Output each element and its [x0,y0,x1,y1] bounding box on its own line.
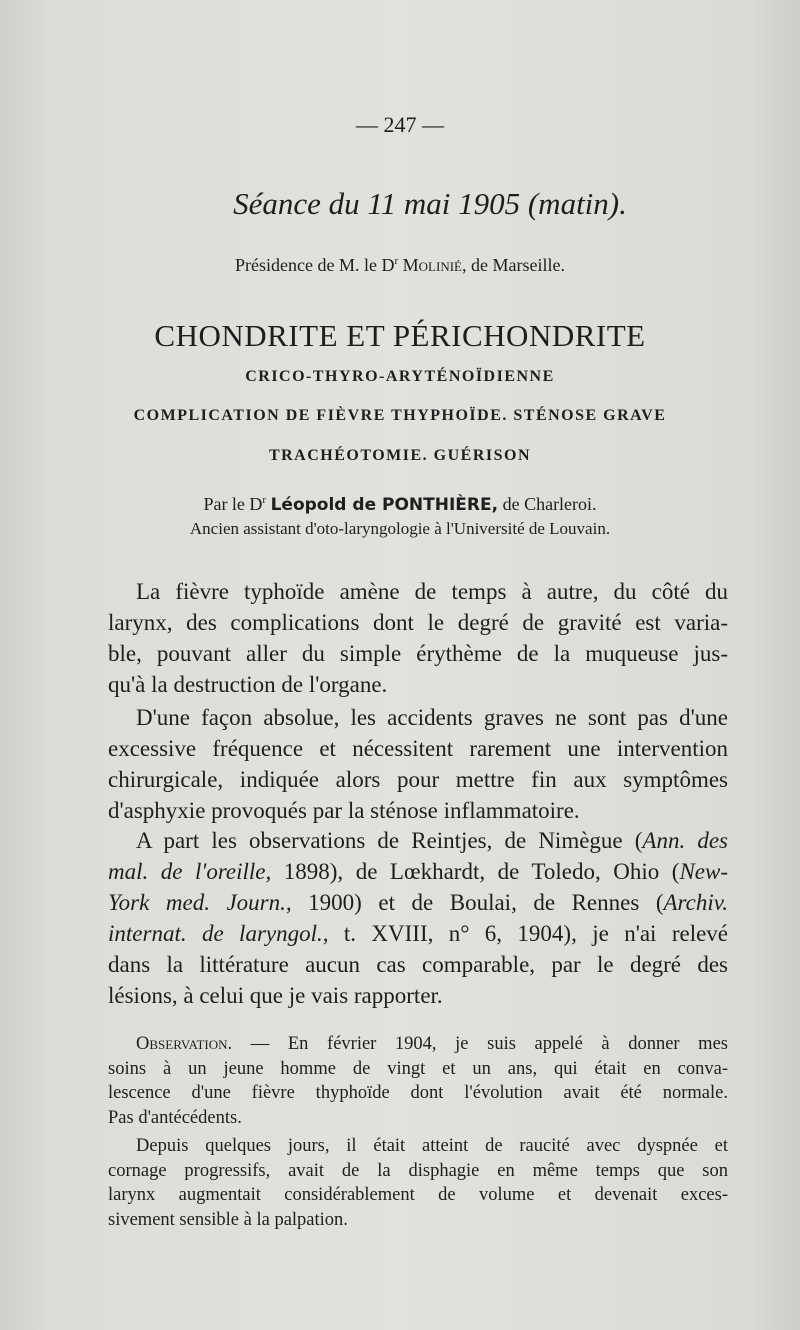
text-line: Pas d'antécédents. [108,1107,242,1128]
paragraph-1 [108,576,728,700]
observation-label: Observation. [136,1034,233,1054]
text-line: chirurgicale, indiquée alors pour mettre fin aux symptômes [108,767,728,792]
citation-italic: mal. de l'oreille, [108,859,272,884]
text-run: 1900) et de Boulai, de Rennes ( [291,890,664,915]
text-line: qu'à la destruction de l'organe. [108,672,388,697]
page-number: — 247 — [356,112,444,137]
byline-sup: r [262,494,267,506]
text-line [108,918,728,949]
text-line: ble, pouvant aller du simple érythème de la muqueuse jus- [108,641,728,666]
citation-italic: Ann. des [642,828,728,853]
text-line [108,856,728,887]
text-line: lescence d'une fièvre thyphoïde dont l'évolution avait été normale. [108,1083,728,1103]
citation-italic: New- [679,859,728,884]
presidence-line [0,255,800,276]
presidence-sup: r [394,255,399,267]
text-line: D'une façon absolue, les accidents graves ne sont pas d'une [136,705,728,730]
subtitle-line-1: CRICO-THYRO-ARYTÉNOÏDIENNE [245,368,555,385]
text-line: larynx, des complications dont le degré de gravité est varia- [108,610,728,635]
text-line [108,887,728,918]
text-line [108,1032,728,1057]
presidence-prefix: Présidence de M. le D [235,255,395,275]
author-byline [0,494,800,515]
text-line: sivement sensible à la palpation. [108,1209,348,1230]
text-line: cornage progressifs, avait de la disphagie en même temps que son [108,1160,728,1181]
text-line: Depuis quelques jours, il était atteint de raucité avec dyspnée et [136,1136,728,1156]
citation-italic: York med. Journ., [108,890,292,915]
observation-paragraph [108,1032,728,1130]
text-line: La fièvre typhoïde amène de temps à autre, du côté du [136,579,728,604]
byline-prefix: Par le D [203,494,263,514]
text-line [108,825,728,856]
paragraph-3 [108,825,728,1011]
text-line: lésions, à celui que je vais rapporter. [108,983,443,1008]
session-heading: Séance du 11 mai 1905 (matin). [233,186,627,221]
text-line: dans la littérature aucun cas comparable, par le degré des [108,952,728,977]
text-line: soins à un jeune homme de vingt et un ans, qui était en conva- [108,1058,728,1079]
text-line: excessive fréquence et nécessitent rarement une intervention [108,736,728,761]
citation-italic: Archiv. [663,890,728,915]
text-line: d'asphyxie provoqués par la sténose inflammatoire. [108,798,580,823]
author-name: Léopold de PONTHIÈRE, [270,495,499,515]
paragraph-5 [108,1134,728,1232]
text-run: — En février 1904, je suis appelé à donner mes [232,1034,728,1054]
paragraph-2 [108,702,728,826]
author-place: de Charleroi. [498,494,597,514]
president-name: Molinié [402,255,462,275]
text-run: 1898), de Lœkhardt, de Toledo, Ohio ( [271,859,680,884]
subtitle-line-3: TRACHÉOTOMIE. GUÉRISON [268,447,532,464]
text-line: larynx augmentait considérablement de volume et devenait exces- [108,1185,728,1205]
presidence-suffix: , de Marseille. [461,255,565,275]
text-run: t. XVIII, n° 6, 1904), je n'ai relevé [328,921,728,946]
text-run: A part les observations de Reintjes, de Nimègue ( [136,828,643,853]
author-affiliation: Ancien assistant d'oto-laryngologie à l'Université de Louvain. [189,519,611,538]
subtitle-line-2: COMPLICATION DE FIÈVRE THYPHOÏDE. STÉNOSE GRAVE [133,407,667,424]
article-title: CHONDRITE ET PÉRICHONDRITE [154,318,646,353]
citation-italic: internat. de laryngol., [108,921,329,946]
